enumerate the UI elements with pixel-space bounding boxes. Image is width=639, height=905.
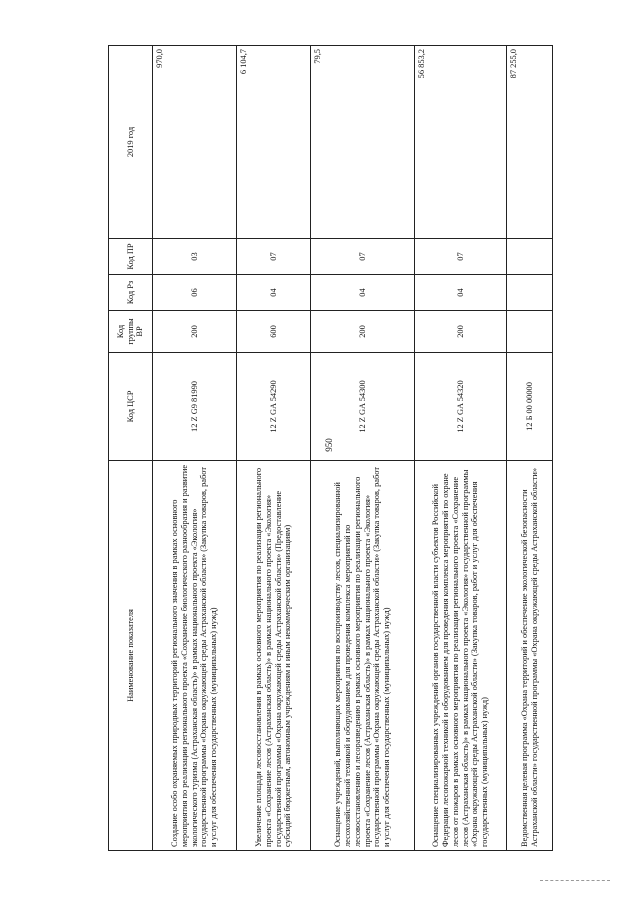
table-row bbox=[153, 46, 237, 851]
row-pr bbox=[507, 239, 553, 275]
row-csr: 12 Z G9 81990 bbox=[153, 353, 237, 461]
row-name: Увеличение площади лесовосстановления в рамках основного мероприятия по реализации регионального проекта «Сохранение лесов (Астраханская область)» в рамках национального проекта «Экология» государственной программы «Охрана окружающей среды Астраханской области» (Предоставление субсидий бюджетным, автономным учреждениям и иным некоммерческим организациям) bbox=[237, 461, 311, 851]
page-number: 950 bbox=[324, 438, 334, 452]
row-name: Оснащение учреждений, выполняющих мероприятия по воспроизводству лесов, специализированной лесохозяйственной техникой и оборудованием для проведения комплекса мероприятий по лесовосстановлению и лесоразведению в рамках основного мероприятия по реализации регионального проекта «Сохранение лесов (Астраханская область)» в рамках национального проекта «Экология» государственной программы «Охрана окружающей среды Астраханской области» (Закупка товаров, работ и услуг для обеспечения государственных (муниципальных) нужд) bbox=[311, 461, 415, 851]
row-vr: 200 bbox=[311, 311, 415, 353]
table-row bbox=[237, 46, 311, 851]
row-pr: 07 bbox=[237, 239, 311, 275]
row-rz: 04 bbox=[415, 275, 507, 311]
row-value: 970,0 bbox=[153, 46, 237, 239]
row-rz: 04 bbox=[311, 275, 415, 311]
header-rz: Код Рз bbox=[109, 275, 153, 311]
row-pr: 07 bbox=[311, 239, 415, 275]
row-csr: 12 Z GA 54300 bbox=[311, 353, 415, 461]
row-name: Создание особо охраняемых природных территорий регионального значения в рамках основного мероприятия по реализации регионального проекта «Сохранение биологического разнообразия и развитие экологического туризма (Астраханская область)» в рамках национального проекта «Экология» государственной программы «Охрана окружающей среды Астраханской области» (Закупка товаров, работ и услуг для обеспечения государственных (муниципальных) нужд) bbox=[153, 461, 237, 851]
row-vr bbox=[507, 311, 553, 353]
budget-table bbox=[108, 45, 553, 851]
row-csr: 12 Б 00 00000 bbox=[507, 353, 553, 461]
row-name: Оснащение специализированных учреждений органов государственной власти субъектов Российской Федерации лесопожарной техникой и оборудованием для проведения комплекса мероприятий по охране лесов от пожаров в рамках основного мероприятия по реализации регионального проекта «Сохранение лесов (Астраханская область)» в рамках национального проекта «Экология» государственной программы «Охрана окружающей среды Астраханской области» (Закупка товаров, работ и услуг для обеспечения государственных (муниципальных) нужд) bbox=[415, 461, 507, 851]
row-rz: 06 bbox=[153, 275, 237, 311]
row-vr: 200 bbox=[153, 311, 237, 353]
row-name: Ведомственная целевая программа «Охрана территорий и обеспечение экологической безопасности Астраханской области» государственной программы «Охрана окружающей среды Астраханской области» bbox=[507, 461, 553, 851]
rotated-table-container bbox=[108, 46, 539, 851]
row-vr: 200 bbox=[415, 311, 507, 353]
header-csr: Код ЦСР bbox=[109, 353, 153, 461]
header-year: 2019 год bbox=[109, 46, 153, 239]
row-vr: 600 bbox=[237, 311, 311, 353]
header-pr: Код ПР bbox=[109, 239, 153, 275]
row-rz bbox=[507, 275, 553, 311]
row-pr: 07 bbox=[415, 239, 507, 275]
header-name: Наименование показателя bbox=[109, 461, 153, 851]
scan-artifact-line bbox=[540, 880, 610, 881]
table-header-row bbox=[109, 46, 153, 851]
table-row bbox=[311, 46, 415, 851]
header-vr: Код группы ВР bbox=[109, 311, 153, 353]
row-value: 87 255,0 bbox=[507, 46, 553, 239]
table-row bbox=[507, 46, 553, 851]
row-csr: 12 Z GA 54290 bbox=[237, 353, 311, 461]
row-value: 79,5 bbox=[311, 46, 415, 239]
row-value: 6 104,7 bbox=[237, 46, 311, 239]
row-value: 56 853,2 bbox=[415, 46, 507, 239]
table-row bbox=[415, 46, 507, 851]
row-csr: 12 Z GA 54320 bbox=[415, 353, 507, 461]
row-rz: 04 bbox=[237, 275, 311, 311]
row-pr: 03 bbox=[153, 239, 237, 275]
